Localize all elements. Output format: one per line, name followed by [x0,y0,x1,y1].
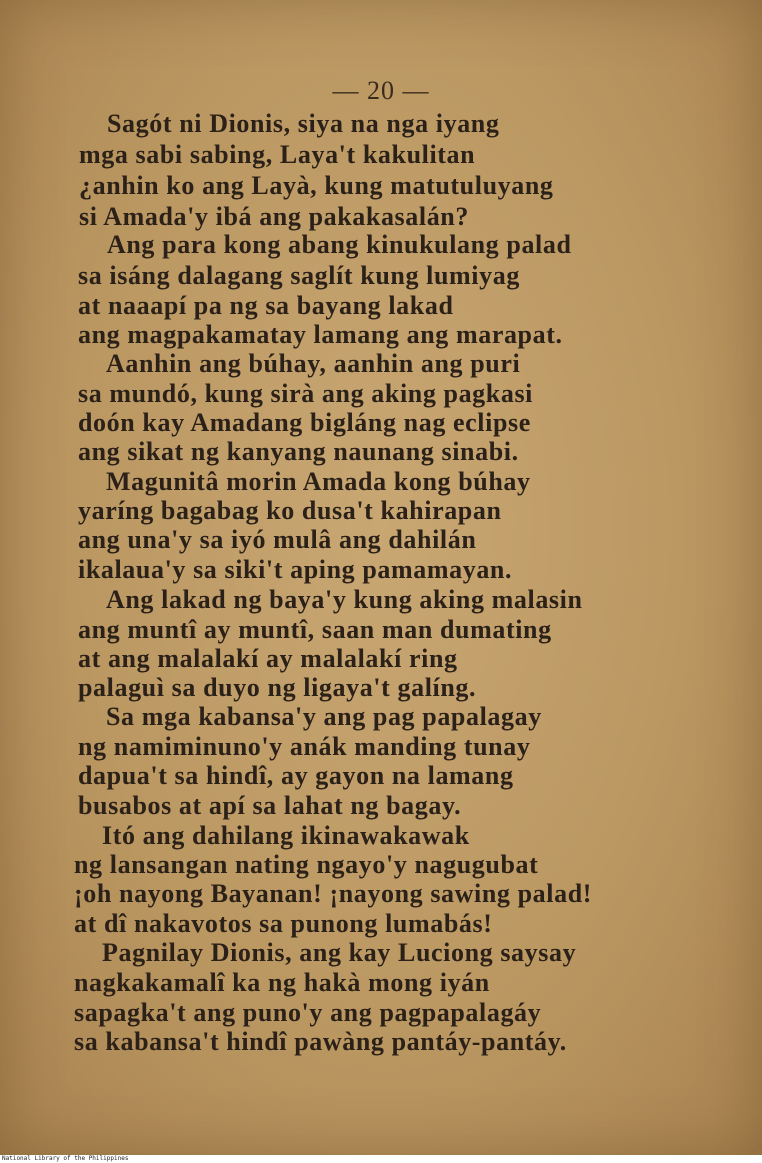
poem-line: ang sikat ng kanyang naunang sinabi. [78,437,519,466]
poem-line: sapagka't ang puno'y ang pagpapalagáy [74,998,542,1027]
poem-line: ng lansangan nating ngayo'y nagugubat [74,850,539,879]
footer-credit: National Library of the Philippines [2,1155,129,1162]
poem-line: Ang lakad ng baya'y kung aking malasin [106,585,583,614]
poem-line: sa kabansa't hindî pawàng pantáy-pantáy. [74,1027,567,1056]
poem-line: Pagnilay Dionis, ang kay Luciong saysay [102,938,577,967]
poem-line: si Amada'y ibá ang pakakasalán? [79,202,469,231]
poem-line: nagkakamalî ka ng hakà mong iyán [74,968,490,997]
poem-line: Magunitâ morin Amada kong búhay [106,467,531,496]
poem-line: ¿anhin ko ang Layà, kung matutuluyang [79,171,554,200]
poem-line: Sa mga kabansa'y ang pag papalagay [106,702,542,731]
poem-line: Ang para kong abang kinukulang palad [107,230,572,259]
poem-line: ng namiminuno'y anák manding tunay [78,732,531,761]
poem-line: sa mundó, kung sirà ang aking pagkasi [78,379,533,408]
poem-line: yaríng bagabag ko dusa't kahirapan [78,496,502,525]
poem-line: at dî nakavotos sa punong lumabás! [74,909,493,938]
poem-line: ang una'y sa iyó mulâ ang dahilán [78,525,477,554]
poem-line: doón kay Amadang bigláng nag eclipse [78,408,531,437]
poem-line: busabos at apí sa lahat ng bagay. [78,791,462,820]
poem-line: Itó ang dahilang ikinawakawak [102,821,470,850]
poem-line: sa isáng dalagang saglít kung lumiyag [78,261,520,290]
poem-line: ang magpakamatay lamang ang marapat. [78,320,563,349]
poem-line: ang muntî ay muntî, saan man dumating [78,615,552,644]
poem-line: ¡oh nayong Bayanan! ¡nayong sawing palad! [74,879,593,908]
poem-line: palaguì sa duyo ng ligaya't galíng. [78,673,477,702]
poem-line: mga sabi sabing, Laya't kakulitan [79,140,476,169]
poem-line: Sagót ni Dionis, siya na nga iyang [107,109,500,138]
poem-line: Aanhin ang búhay, aanhin ang puri [106,349,521,378]
poem-line: at ang malalakí ay malalakí ring [78,644,458,673]
poem-line: at naaapí pa ng sa bayang lakad [78,291,454,320]
poem-line: dapua't sa hindî, ay gayon na lamang [78,761,514,790]
page-number: — 20 — [332,76,430,105]
poem-line: ikalaua'y sa siki't aping pamamayan. [78,555,513,584]
